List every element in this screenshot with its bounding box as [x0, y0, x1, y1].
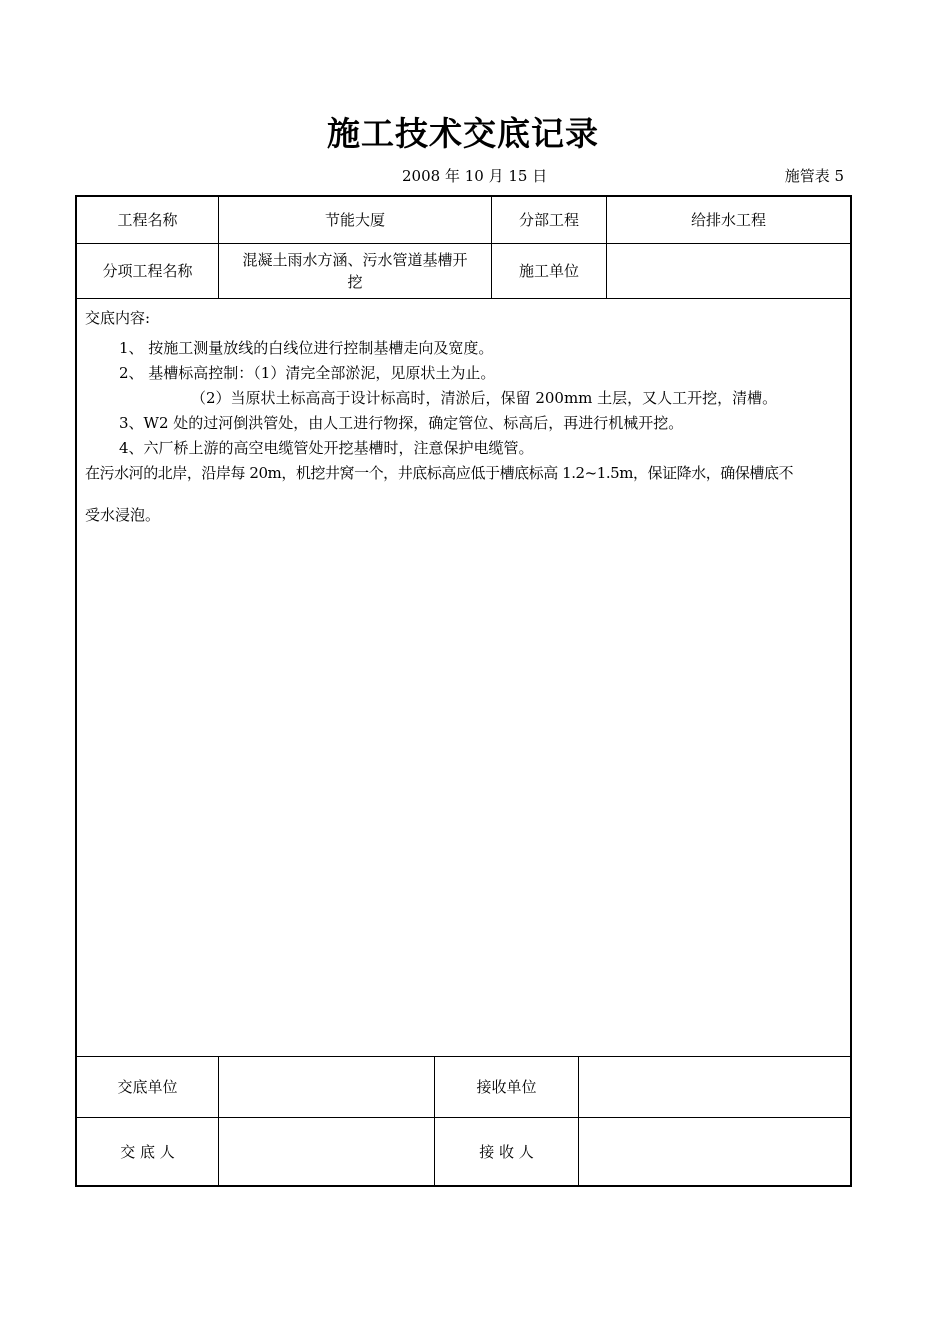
contractor-label: 施工单位: [518, 262, 579, 280]
subitem-value[interactable]: [219, 244, 491, 298]
project-name-value[interactable]: 节能大厦: [324, 211, 385, 229]
content-line: 在污水河的北岸，沿岸每 20m，机挖井窝一个，井底标高应低于槽底标高 1.2~1.5m，保证降水，确保槽底不: [85, 464, 794, 482]
subitem-label: 分项工程名称: [102, 262, 193, 280]
receiver-person-value[interactable]: [579, 1118, 850, 1185]
record-date: 2008 年 10 月 15 日: [402, 167, 548, 185]
content-line: 3、W2 处的过河倒洪管处，由人工进行物探，确定管位、标高后，再进行机械开挖。: [119, 414, 684, 432]
issuer-unit-value[interactable]: [219, 1057, 434, 1117]
division-value[interactable]: 给排水工程: [690, 211, 766, 229]
subitem-value-line: 挖: [347, 273, 363, 291]
receiver-person-label: 接 收 人: [479, 1142, 534, 1161]
contractor-value[interactable]: [607, 244, 850, 298]
content-line: 4、六厂桥上游的高空电缆管处开挖基槽时，注意保护电缆管。: [119, 439, 534, 457]
content-line: 受水浸泡。: [85, 506, 161, 524]
project-name-label: 工程名称: [117, 211, 178, 229]
receiver-unit-label: 接收单位: [476, 1078, 537, 1096]
content-line: （2）当原状土标高高于设计标高时，清淤后，保留 200mm 土层，又人工开挖，清槽。: [191, 389, 778, 407]
content-line: 1、 按施工测量放线的白线位进行控制基槽走向及宽度。: [119, 339, 494, 357]
subitem-value-line: 混凝土雨水方涵、污水管道基槽开: [242, 251, 468, 269]
receiver-unit-value[interactable]: [579, 1057, 850, 1117]
page-title: 施工技术交底记录: [327, 114, 599, 153]
briefing-content[interactable]: [85, 306, 845, 528]
content-heading: 交底内容:: [85, 309, 151, 327]
form-number: 施管表 5: [784, 167, 844, 185]
row-divider: [76, 298, 851, 299]
division-label: 分部工程: [518, 211, 579, 229]
issuer-person-label: 交 底 人: [120, 1142, 175, 1161]
content-line: 2、 基槽标高控制：（1）清完全部淤泥，见原状土为止。: [119, 364, 496, 382]
issuer-person-value[interactable]: [219, 1118, 434, 1185]
issuer-unit-label: 交底单位: [117, 1078, 178, 1096]
